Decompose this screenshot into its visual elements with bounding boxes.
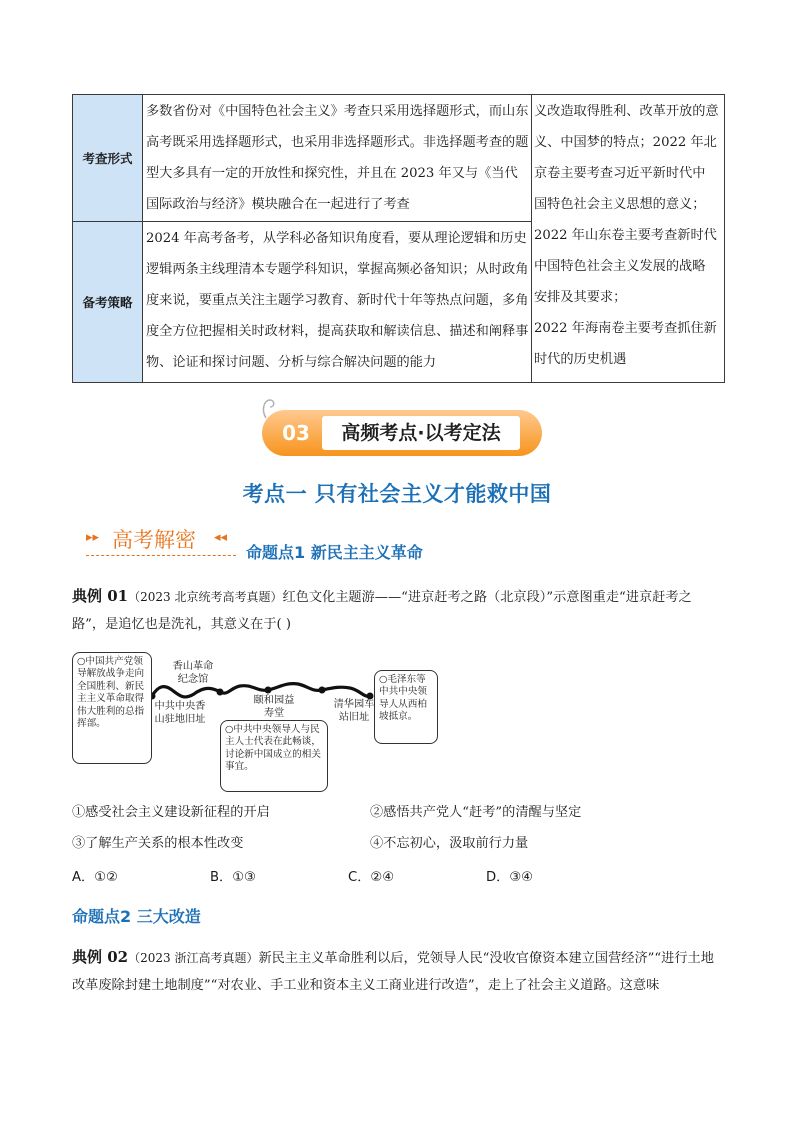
badge-title: 高频考点·以考定法 [322, 416, 520, 450]
question-source: （2023 浙江高考真题） [128, 951, 259, 965]
route-map [72, 650, 440, 798]
answer-a[interactable]: A．①② [72, 870, 118, 885]
table-header-exam-form: 考查形式 [73, 95, 143, 222]
question-label: 典例 02 [72, 948, 129, 966]
answer-d[interactable]: D．③④ [486, 870, 533, 885]
question-label: 典例 01 [72, 587, 129, 605]
option-2: ②感悟共产党人“赶考”的清醒与坚定 [370, 805, 582, 820]
double-arrow-left-icon: ◂◂ [214, 530, 228, 545]
table-cell-prep-strategy: 2024 年高考备考，从学科必备知识角度看，要从理论逻辑和历史逻辑两条主线理清本专题学科知识，掌握高频必备知识；从时政角度来说，要重点关注主题学习教育、新时代十年等热点问题，多角度全方位把握相关时政材料，提高获取和解读信息、描述和阐释事物、论证和探讨问题、分析与综合解决问题的能力 [143, 222, 532, 383]
table-cell-exam-form: 多数省份对《中国特色社会主义》考查只采用选择题形式，而山东高考既采用选择题形式，也采用非选择题形式。非选择题考查的题型大多具有一定的开放性和探究性，并且在 2023 年又与《当代国际政治与经济》模块融合在一起进行了考查 [143, 95, 532, 222]
banner-underline [86, 555, 236, 556]
label-yiheyuan: 颐和园益寿堂 [253, 695, 295, 719]
table-header-prep-strategy: 备考策略 [73, 222, 143, 383]
question-source: （2023 北京统考高考真题） [128, 590, 283, 604]
double-arrow-right-icon: ▸▸ [86, 530, 100, 545]
label-zhongyang: 中共中央香山驻地旧址 [154, 701, 206, 725]
label-xiangshan: 香山革命纪念馆 [172, 661, 214, 685]
info-box-arrival: ○毛泽东等中共中央领导人从西柏坡抵京。 [374, 670, 438, 744]
option-3: ③了解生产关系的根本性改变 [72, 836, 244, 851]
main-heading: 考点一 只有社会主义才能救中国 [242, 482, 552, 506]
table-cell-exam-notes [532, 95, 725, 383]
notes-line: 京卷主要考查习近平新时代中 [534, 166, 706, 181]
notes-line: 2022 年海南卷主要考查抓住新 [534, 321, 717, 336]
badge-number: 03 [282, 421, 310, 445]
info-box-command-center: ○中国共产党领导解放战争走向全国胜利、新民主主义革命取得伟大胜利的总指挥部。 [72, 652, 152, 764]
question-2 [72, 944, 724, 999]
question-text: 新民主主义革命胜利以后，党领导人民“没收官僚资本建立国营经济”“进行土地改革废除封建土地制度”“对农业、手工业和资本主义工商业进行改造”，走上了社会主义道路。这意味 [72, 951, 714, 993]
exam-info-table [72, 94, 725, 383]
option-1: ①感受社会主义建设新征程的开启 [72, 805, 270, 820]
option-4: ④不忘初心，汲取前行力量 [370, 836, 529, 851]
notes-line: 安排及其要求； [534, 290, 627, 305]
topic-heading-2: 命题点2 三大改造 [72, 907, 201, 926]
notes-line: 时代的历史机遇 [534, 352, 627, 367]
notes-line: 中国特色社会主义发展的战略 [534, 259, 706, 274]
notes-line: 义改造取得胜利、改革开放的意 [534, 104, 719, 119]
badge-pill [262, 410, 542, 456]
banner-text: 高考解密 [112, 528, 196, 552]
label-qinghua: 清华园车站旧址 [333, 699, 375, 723]
answer-b[interactable]: B．①③ [210, 870, 256, 885]
question-text: 红色文化主题游——“进京赶考之路（北京段）”示意图重走“进京赶考之路”，是追忆也是洗礼，其意义在于( ) [72, 590, 692, 632]
answer-c[interactable]: C．②④ [348, 870, 395, 885]
section-badge [258, 396, 546, 462]
notes-line: 义、中国梦的特点；2022 年北 [534, 135, 717, 150]
topic-heading-1: 命题点1 新民主主义革命 [246, 543, 423, 562]
info-box-discussion: ○中共中央领导人与民主人士代表在此畅谈，讨论新中国成立的相关事宜。 [220, 720, 328, 792]
notes-line: 2022 年山东卷主要考查新时代 [534, 228, 717, 243]
question-1 [72, 583, 724, 638]
notes-line: 国特色社会主义思想的意义； [534, 197, 706, 212]
